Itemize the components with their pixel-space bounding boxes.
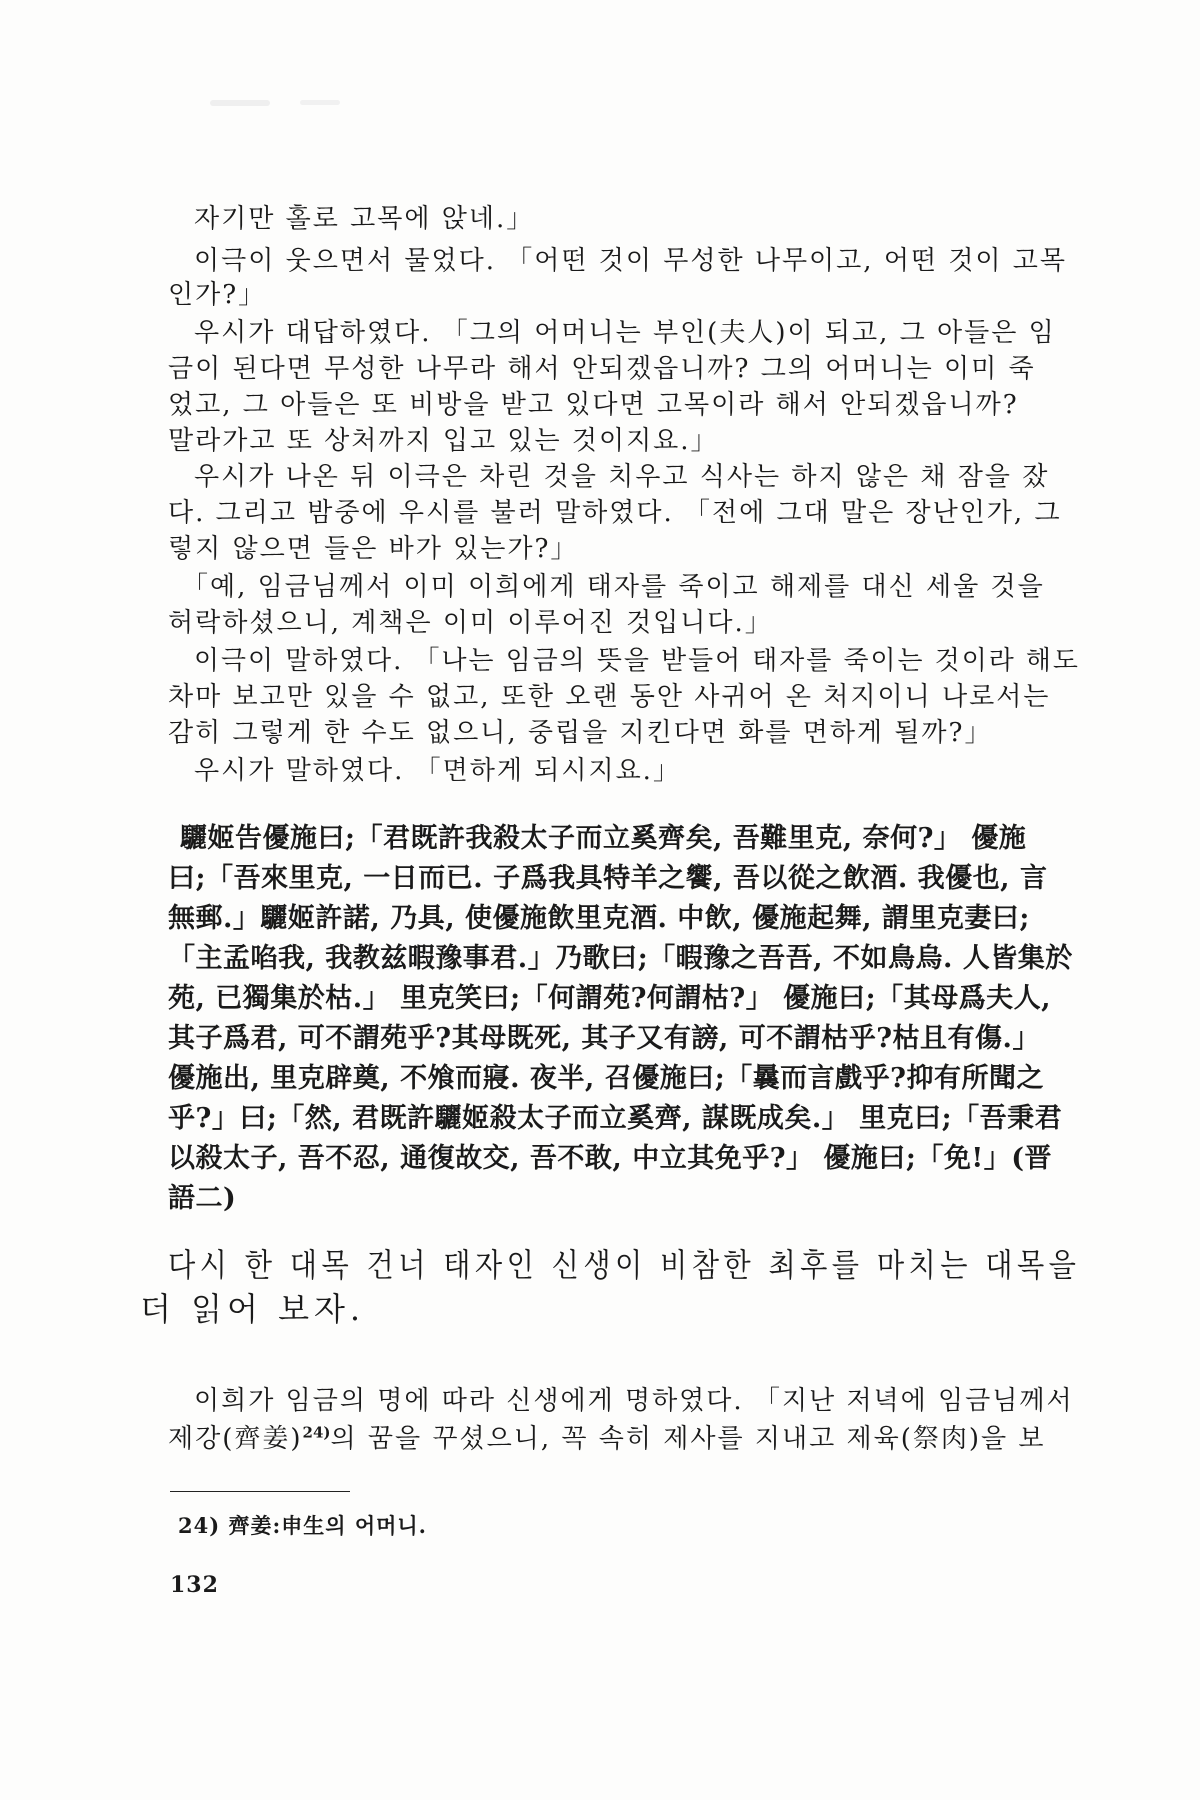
original-text-line: 苑, 已獨集於枯.」 里克笑曰;「何謂苑?何謂枯?」 優施曰;「其母爲夫人, (168, 983, 1051, 1014)
translation-line: 인가?」 (168, 280, 267, 310)
footnote-marker: 24) (302, 1423, 331, 1442)
translation-line: 다. 그리고 밤중에 우시를 불러 말하였다. 「전에 그대 말은 장난인가, 그 (168, 498, 1062, 528)
original-text-line: 乎?」曰;「然, 君既許驪姬殺太子而立奚齊, 謀既成矣.」 里克曰;「吾秉君 (168, 1103, 1063, 1134)
translation-line: 우시가 말하였다. 「면하게 되시지요.」 (194, 756, 681, 786)
translation-line: 차마 보고만 있을 수 없고, 또한 오랜 동안 사귀어 온 처지이니 나로서는 (168, 682, 1051, 712)
original-text-line: 優施出, 里克辟奠, 不飧而寢. 夜半, 召優施曰;「曩而言戲乎?抑有所聞之 (168, 1063, 1044, 1094)
translation-line: 렇지 않으면 들은 바가 있는가?」 (168, 534, 579, 564)
translation-line: 었고, 그 아들은 또 비방을 받고 있다면 고목이라 해서 안되겠읍니까? (168, 390, 1019, 420)
translation-line: 우시가 나온 뒤 이극은 차린 것을 치우고 식사는 하지 않은 채 잠을 잤 (194, 462, 1050, 492)
translation-line: 「예, 임금님께서 이미 이희에게 태자를 죽이고 해제를 대신 세울 것을 (182, 572, 1045, 602)
footnote: 24) 齊姜:申生의 어머니. (178, 1513, 427, 1538)
original-text-line: 以殺太子, 吾不忍, 通復故交, 吾不敢, 中立其免乎?」 優施曰;「免!」(晋 (168, 1143, 1053, 1174)
original-text-line: 其子爲君, 可不謂苑乎?其母既死, 其子又有謗, 可不謂枯乎?枯且有傷.」 (168, 1023, 1040, 1054)
original-text-line: 無郵.」驪姬許諾, 乃具, 使優施飲里克酒. 中飲, 優施起舞, 謂里克妻曰; (168, 903, 1030, 934)
page-smudge (210, 100, 270, 106)
original-text-line: 「主孟啗我, 我教兹暇豫事君.」乃歌曰;「暇豫之吾吾, 不如鳥烏. 人皆集於 (168, 943, 1073, 974)
translation-line: 자기만 홀로 고목에 앉네.」 (194, 204, 535, 234)
translation-line: 이희가 임금의 명에 따라 신생에게 명하였다. 「지난 저녁에 임금님께서 (194, 1386, 1074, 1416)
translation-line: 이극이 말하였다. 「나는 임금의 뜻을 받들어 태자를 죽이는 것이라 해도 (194, 646, 1080, 676)
commentary-line: 더 읽어 보자. (140, 1290, 366, 1328)
translation-text: 제강(齊姜) (168, 1424, 303, 1454)
original-text-line: 驪姬告優施曰;「君既許我殺太子而立奚齊矣, 吾難里克, 奈何?」 優施 (180, 823, 1027, 854)
commentary-line: 다시 한 대목 건너 태자인 신생이 비참한 최후를 마치는 대목을 (168, 1246, 1081, 1284)
original-text-line: 語二) (168, 1183, 237, 1214)
translation-line (168, 1418, 1046, 1455)
translation-line: 말라가고 또 상처까지 입고 있는 것이지요.」 (168, 426, 719, 456)
footnote-rule (170, 1491, 350, 1492)
translation-line: 허락하셨으니, 계책은 이미 이루어진 것입니다.」 (168, 608, 773, 638)
page-smudge (300, 100, 340, 105)
translation-line: 이극이 웃으면서 물었다. 「어떤 것이 무성한 나무이고, 어떤 것이 고목 (194, 246, 1068, 276)
translation-text: 의 꿈을 꾸셨으니, 꼭 속히 제사를 지내고 제육(祭肉)을 보 (330, 1424, 1046, 1454)
translation-line: 우시가 대답하였다. 「그의 어머니는 부인(夫人)이 되고, 그 아들은 임 (194, 318, 1056, 348)
translation-line: 금이 된다면 무성한 나무라 해서 안되겠읍니까? 그의 어머니는 이미 죽 (168, 354, 1036, 384)
original-text-line: 曰;「吾來里克, 一日而已. 子爲我具特羊之饗, 吾以從之飲酒. 我優也, 言 (168, 863, 1048, 894)
page-number: 132 (170, 1572, 219, 1598)
translation-line: 감히 그렇게 한 수도 없으니, 중립을 지킨다면 화를 면하게 될까?」 (168, 718, 993, 748)
